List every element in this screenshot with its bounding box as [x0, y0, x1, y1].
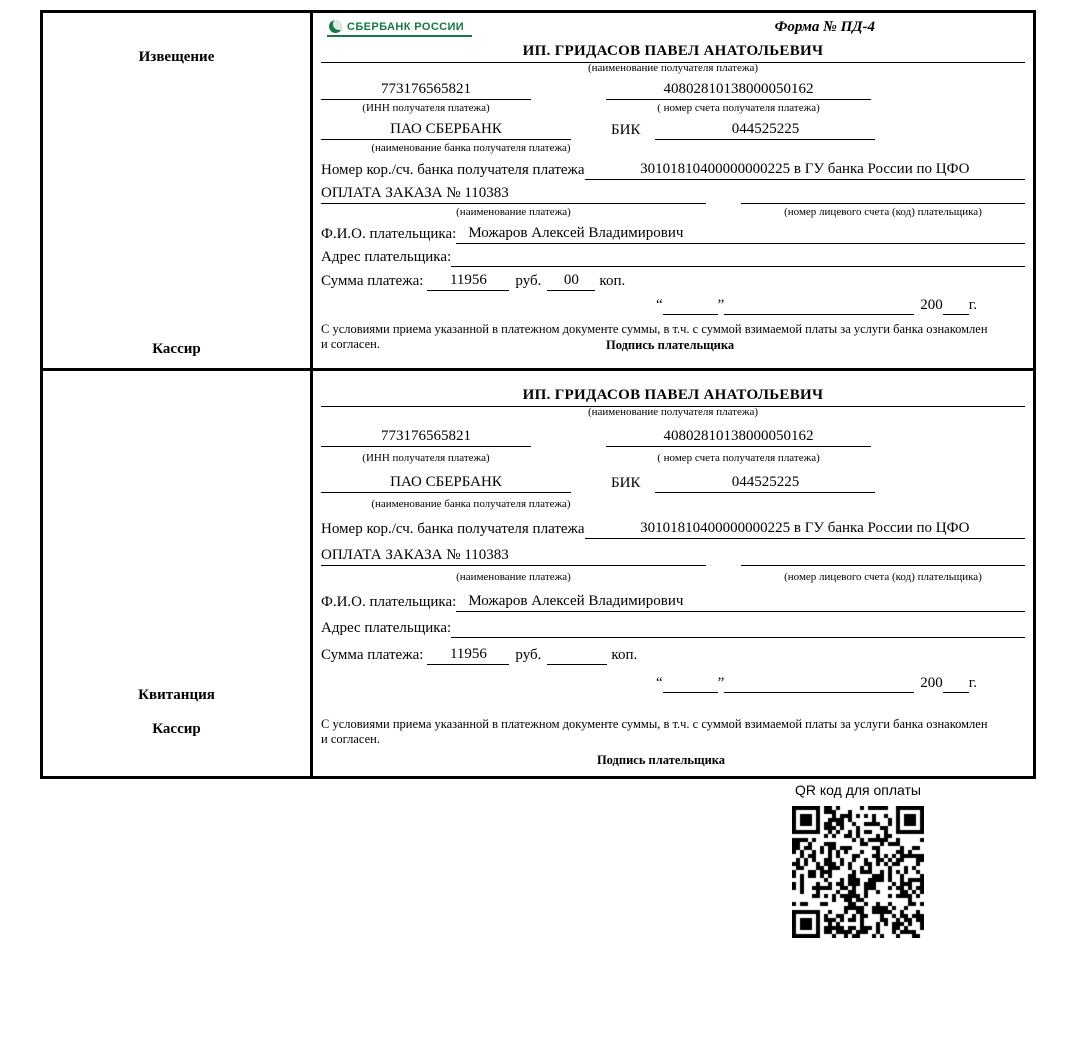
qr-code	[792, 806, 924, 938]
bank-bik-row	[321, 472, 1025, 493]
amount-row	[321, 644, 1025, 665]
date-year-field	[943, 674, 969, 693]
payer-name-label: Ф.И.О. плательщика:	[321, 226, 457, 242]
corr-value: 30101810400000000225 в ГУ банка России по ЦФО	[585, 159, 1025, 180]
sberbank-logo-icon	[329, 20, 342, 33]
amount-rub-value: 11956	[427, 644, 509, 665]
receipt-section-label: Квитанция	[138, 687, 215, 703]
bik-value: 044525225	[655, 119, 875, 140]
inn-account-captions	[321, 102, 1025, 115]
notice-cashier-label: Кассир	[152, 341, 201, 357]
rub-label: руб.	[515, 273, 542, 289]
date-row	[321, 295, 1025, 315]
bank-bik-row	[321, 119, 1025, 140]
notice-left-cell	[43, 13, 313, 368]
amount-rub-value: 11956	[427, 270, 509, 291]
corr-label: Номер кор./сч. банка получателя платежа	[321, 162, 585, 178]
date-month-field	[724, 674, 914, 693]
date-day-field	[663, 296, 718, 315]
bik-label: БИК	[611, 122, 641, 138]
amount-row	[321, 270, 1025, 291]
terms-text: С условиями приема указанной в платежном документе суммы, в т.ч. с суммой взимаемой платы за услуги банка ознакомлен и согласен.	[321, 717, 988, 746]
personal-account-field	[741, 185, 1025, 204]
payee-caption: (наименование получателя платежа)	[587, 62, 759, 74]
close-quote: ”	[717, 297, 725, 313]
account-caption: ( номер счета получателя платежа)	[657, 452, 820, 464]
account-caption: ( номер счета получателя платежа)	[657, 102, 820, 114]
payer-name-value: Можаров Алексей Владимирович	[456, 591, 1025, 612]
payer-signature-label: Подпись плательщика	[606, 338, 735, 352]
purpose-caption: (наименование платежа)	[456, 571, 571, 583]
corr-value: 30101810400000000225 в ГУ банка России по ЦФО	[585, 518, 1025, 539]
kop-label: коп.	[599, 273, 626, 289]
notice-section-label: Извещение	[138, 49, 215, 65]
purpose-row	[321, 183, 1025, 204]
payer-address-value	[451, 619, 1025, 638]
sberbank-logo-text: СБЕРБАНК РОССИИ	[347, 20, 465, 33]
amount-kop-value: 00	[547, 270, 595, 291]
payer-name-row	[321, 223, 1025, 244]
personal-account-caption: (номер лицевого счета (код) плательщика)	[784, 571, 982, 583]
payer-address-row	[321, 618, 1025, 638]
pd4-payment-form	[40, 10, 1036, 779]
kop-label: коп.	[611, 647, 638, 663]
inn-value: 773176565821	[321, 79, 531, 100]
account-value: 40802810138000050162	[606, 426, 871, 447]
account-value: 40802810138000050162	[606, 79, 871, 100]
terms-block	[321, 717, 989, 747]
purpose-caption: (наименование платежа)	[456, 206, 571, 218]
payer-signature-label: Подпись плательщика	[596, 753, 726, 767]
payer-name-label: Ф.И.О. плательщика:	[321, 594, 457, 610]
payee-caption: (наименование получателя платежа)	[587, 406, 759, 418]
bank-caption: (наименование банка получателя платежа)	[371, 498, 571, 510]
date-day-field	[663, 674, 718, 693]
open-quote: “	[655, 675, 663, 691]
form-number: Форма № ПД-4	[774, 19, 875, 35]
notice-section	[43, 13, 1033, 371]
amount-label: Сумма платежа:	[321, 273, 424, 289]
notice-header-row	[321, 19, 1025, 43]
sberbank-logo	[327, 19, 472, 37]
payer-address-label: Адрес плательщика:	[321, 620, 452, 636]
corr-account-row	[321, 518, 1025, 539]
personal-account-caption: (номер лицевого счета (код) плательщика)	[784, 206, 982, 218]
bank-name-value: ПАО СБЕРБАНК	[321, 119, 571, 140]
payer-name-row	[321, 591, 1025, 612]
receipt-left-cell	[43, 371, 313, 776]
bik-value: 044525225	[655, 472, 875, 493]
close-quote: ”	[717, 675, 725, 691]
date-year-prefix: 200	[920, 297, 943, 313]
amount-kop-value	[547, 646, 607, 665]
receipt-section	[43, 371, 1033, 776]
receipt-cashier-label: Кассир	[152, 721, 201, 737]
receipt-form-body	[313, 371, 1033, 776]
terms-block	[321, 322, 989, 352]
purpose-captions	[321, 571, 1025, 584]
inn-account-captions	[321, 452, 1025, 465]
inn-account-row	[321, 426, 1025, 447]
bank-name-value: ПАО СБЕРБАНК	[321, 472, 571, 493]
corr-account-row	[321, 159, 1025, 180]
purpose-value: ОПЛАТА ЗАКАЗА № 110383	[321, 183, 706, 204]
purpose-value: ОПЛАТА ЗАКАЗА № 110383	[321, 545, 706, 566]
payer-name-value: Можаров Алексей Владимирович	[456, 223, 1025, 244]
payee-name: ИП. ГРИДАСОВ ПАВЕЛ АНАТОЛЬЕВИЧ	[321, 387, 1025, 407]
payer-address-value	[451, 248, 1025, 267]
date-year-prefix: 200	[920, 675, 943, 691]
date-year-field	[943, 296, 969, 315]
qr-caption: QR код для оплаты	[794, 782, 921, 798]
inn-value: 773176565821	[321, 426, 531, 447]
rub-label: руб.	[515, 647, 542, 663]
personal-account-field	[741, 547, 1025, 566]
payer-address-label: Адрес плательщика:	[321, 249, 452, 265]
notice-form-body	[313, 13, 1033, 368]
purpose-captions	[321, 206, 1025, 219]
date-year-suffix: г.	[968, 675, 977, 691]
inn-caption: (ИНН получателя платежа)	[362, 102, 490, 114]
date-year-suffix: г.	[968, 297, 977, 313]
bank-caption: (наименование банка получателя платежа)	[371, 142, 571, 154]
qr-block	[786, 782, 930, 938]
bank-caption-row	[321, 142, 1025, 155]
terms-text: С условиями приема указанной в платежном документе суммы, в т.ч. с суммой взимаемой платы за услуги банка ознакомлен и согласен.	[321, 322, 988, 351]
inn-caption: (ИНН получателя платежа)	[362, 452, 490, 464]
inn-account-row	[321, 79, 1025, 100]
amount-label: Сумма платежа:	[321, 647, 424, 663]
date-month-field	[724, 296, 914, 315]
date-row	[321, 673, 1025, 693]
bank-caption-row	[321, 498, 1025, 511]
corr-label: Номер кор./сч. банка получателя платежа	[321, 521, 585, 537]
open-quote: “	[655, 297, 663, 313]
purpose-row	[321, 545, 1025, 566]
payer-address-row	[321, 247, 1025, 267]
payee-name: ИП. ГРИДАСОВ ПАВЕЛ АНАТОЛЬЕВИЧ	[321, 43, 1025, 63]
bik-label: БИК	[611, 475, 641, 491]
